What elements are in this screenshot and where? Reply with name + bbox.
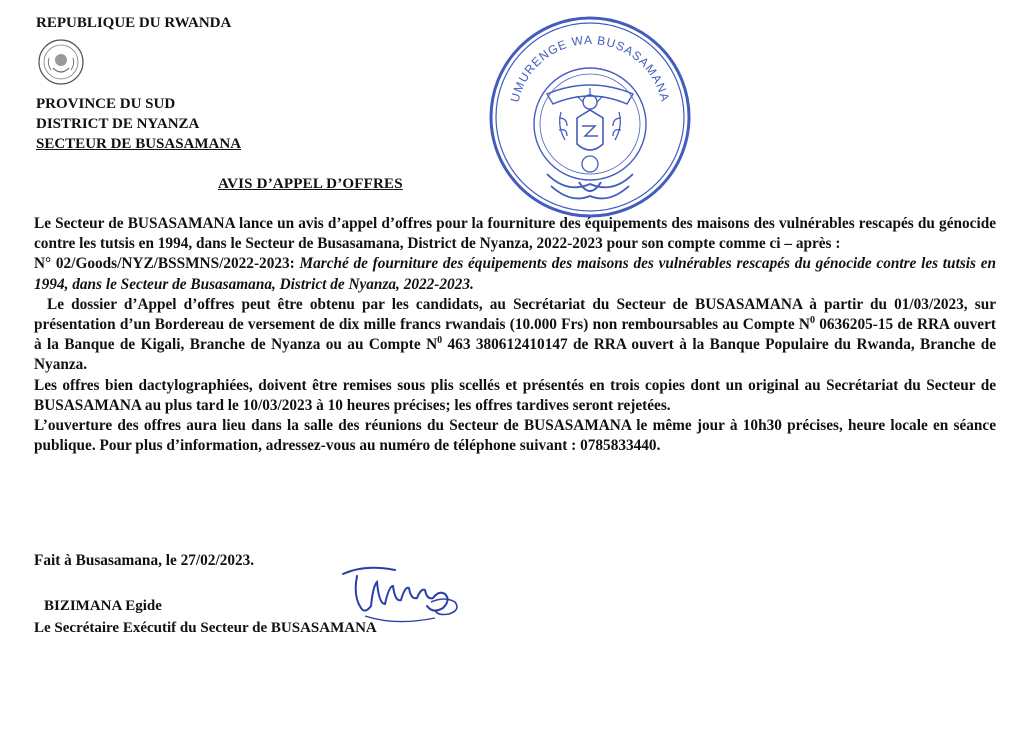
- reference-number: N° 02/Goods/NYZ/BSSMNS/2022-2023:: [34, 255, 295, 273]
- superscript-zero: 0: [437, 335, 443, 347]
- place-date: Fait à Busasamana, le 27/02/2023.: [34, 552, 255, 569]
- submission-paragraph: Les offres bien dactylographiées, doivent être remises sous plis scellés et présentés en trois copies dont un original au Secrétariat du Secteur de BUSASAMANA au plus tard le 10/03/2023 à 10 heures précises; les offres tardives seront rejetées.: [34, 376, 996, 414]
- dossier-paragraph: [34, 295, 996, 376]
- signer-title: Le Secrétaire Exécutif du Secteur de BUSASAMANA: [34, 620, 377, 636]
- coat-of-arms-icon: [37, 38, 85, 86]
- notice-body: [34, 214, 996, 456]
- header-province: PROVINCE DU SUD: [36, 96, 176, 112]
- reference-description: Marché de fourniture des équipements des maisons des vulnérables rescapés du génocide contre les tutsis en 1994, dans le Secteur de Busasamana, District de Nyanza, 2022-2023.: [34, 255, 997, 293]
- intro-paragraph: Le Secteur de BUSASAMANA lance un avis d’appel d’offres pour la fourniture des équipements des maisons des vulnérables rescapés du génocide contre les tutsis en 1994, dans le Secteur de Busasamana, District de Nyanza, 2022-2023 pour son compte comme ci – après :: [34, 215, 996, 253]
- dossier-text-c: 463 380612410147 de RRA ouvert à la Banque Populaire du Rwanda, Branche de Nyanza.: [34, 336, 996, 374]
- superscript-zero: 0: [809, 314, 815, 326]
- dossier-text-b: 0636205-15 de RRA ouvert à la Banque de Kigali, Branche de Nyanza ou au Compte N: [34, 316, 996, 354]
- signer-name: BIZIMANA Egide: [44, 598, 162, 614]
- dossier-text-a: Le dossier d’Appel d’offres peut être obtenu par les candidats, au Secrétariat du Secteur de BUSASAMANA à partir du 01/03/2023, sur présentation d’un Bordereau de versement de dix mille francs rwandais (10.000 Frs) non remboursables au Compte N: [34, 295, 996, 334]
- page-title: AVIS D’APPEL D’OFFRES: [218, 176, 403, 192]
- reference-paragraph: [34, 254, 996, 294]
- header-district: DISTRICT DE NYANZA: [36, 116, 200, 132]
- header-sector: SECTEUR DE BUSASAMANA: [36, 136, 242, 152]
- opening-paragraph: L’ouverture des offres aura lieu dans la salle des réunions du Secteur de BUSASAMANA le même jour à 10h30 précises, heure locale en séance publique. Pour plus d’information, adressez-vous au numéro de téléphone suivant : 0785833440.: [34, 417, 996, 455]
- official-stamp: [487, 14, 693, 220]
- stamp-text: UMURENGE WA BUSASAMANA: [507, 32, 673, 104]
- header-country: REPUBLIQUE DU RWANDA: [36, 15, 232, 31]
